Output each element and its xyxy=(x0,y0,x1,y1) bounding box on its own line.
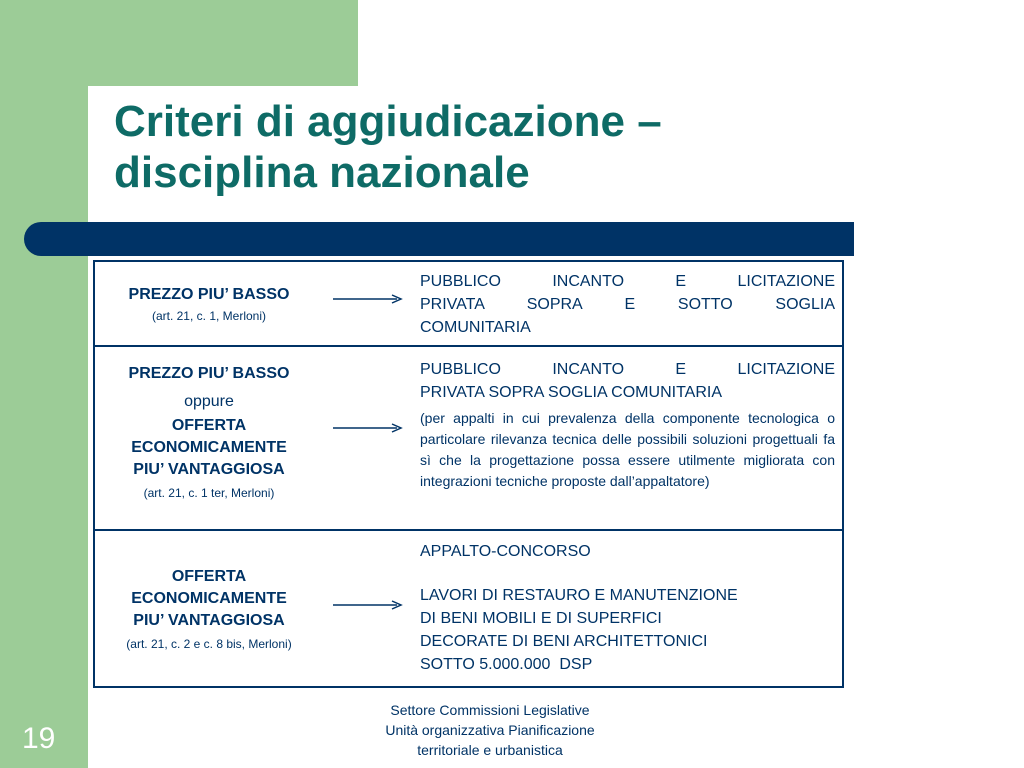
procedure-text: DECORATE DI BENI ARCHITETTONICI xyxy=(420,633,708,650)
row-right-cell xyxy=(420,358,835,492)
footer xyxy=(330,700,650,760)
law-reference: (art. 21, c. 2 e c. 8 bis, Merloni) xyxy=(126,637,292,651)
criterion-label: ECONOMICAMENTE xyxy=(131,439,287,456)
procedure-text: PRIVATA SOPRA E SOTTO SOGLIA xyxy=(420,296,835,313)
arrow-right-icon xyxy=(333,599,405,611)
procedure-note: (per appalti in cui prevalenza della componente tecnologica o particolare rilevanza tecnica delle possibili soluzioni progettuali fa sì che la progettazione possa essere utilmente migliorata con integrazioni tecniche proposte dall’appaltatore) xyxy=(420,410,835,489)
criterion-label: OFFERTA xyxy=(171,568,247,585)
arrow-right-icon xyxy=(333,293,405,305)
criterion-label: PREZZO PIU’ BASSO xyxy=(128,365,290,382)
criterion-label: OFFERTA xyxy=(171,417,247,434)
criterion-label: PIU’ VANTAGGIOSA xyxy=(133,612,285,629)
procedure-text: PUBBLICO INCANTO E LICITAZIONE xyxy=(420,361,835,378)
procedure-text: DI BENI MOBILI E DI SUPERFICI xyxy=(420,610,662,627)
table-row xyxy=(95,531,842,688)
criterion-label: PREZZO PIU’ BASSO xyxy=(128,286,290,303)
footer-line: Settore Commissioni Legislative xyxy=(390,702,590,718)
row-right-cell xyxy=(420,540,835,676)
page-number: 19 xyxy=(22,722,56,755)
green-top-band xyxy=(0,0,358,86)
criteria-table xyxy=(93,260,844,688)
row-left-cell xyxy=(95,566,323,652)
procedure-text: COMUNITARIA xyxy=(420,319,531,336)
table-row xyxy=(95,345,842,531)
oppure-text: oppure xyxy=(184,393,234,410)
row-left-cell xyxy=(95,284,323,324)
criterion-label: ECONOMICAMENTE xyxy=(131,590,287,607)
law-reference: (art. 21, c. 1, Merloni) xyxy=(151,309,267,323)
title-underline-bar xyxy=(24,222,854,256)
green-side-band xyxy=(0,0,88,768)
procedure-text: APPALTO-CONCORSO xyxy=(420,543,591,560)
footer-line: Unità organizzativa Pianificazione xyxy=(385,722,595,738)
arrow-right-icon xyxy=(333,422,405,434)
procedure-text: LAVORI DI RESTAURO E MANUTENZIONE xyxy=(420,587,738,604)
table-row xyxy=(95,262,842,347)
criterion-label: PIU’ VANTAGGIOSA xyxy=(133,461,285,478)
footer-line: territoriale e urbanistica xyxy=(417,742,563,758)
procedure-text: PRIVATA SOPRA SOGLIA COMUNITARIA xyxy=(420,384,722,401)
slide-title: Criteri di aggiudicazione – disciplina nazionale xyxy=(114,97,662,197)
law-reference: (art. 21, c. 1 ter, Merloni) xyxy=(143,486,275,500)
row-right-cell xyxy=(420,270,835,339)
procedure-text: PUBBLICO INCANTO E LICITAZIONE xyxy=(420,273,835,290)
procedure-text: SOTTO 5.000.000 DSP xyxy=(420,656,593,673)
row-left-cell xyxy=(95,363,323,501)
